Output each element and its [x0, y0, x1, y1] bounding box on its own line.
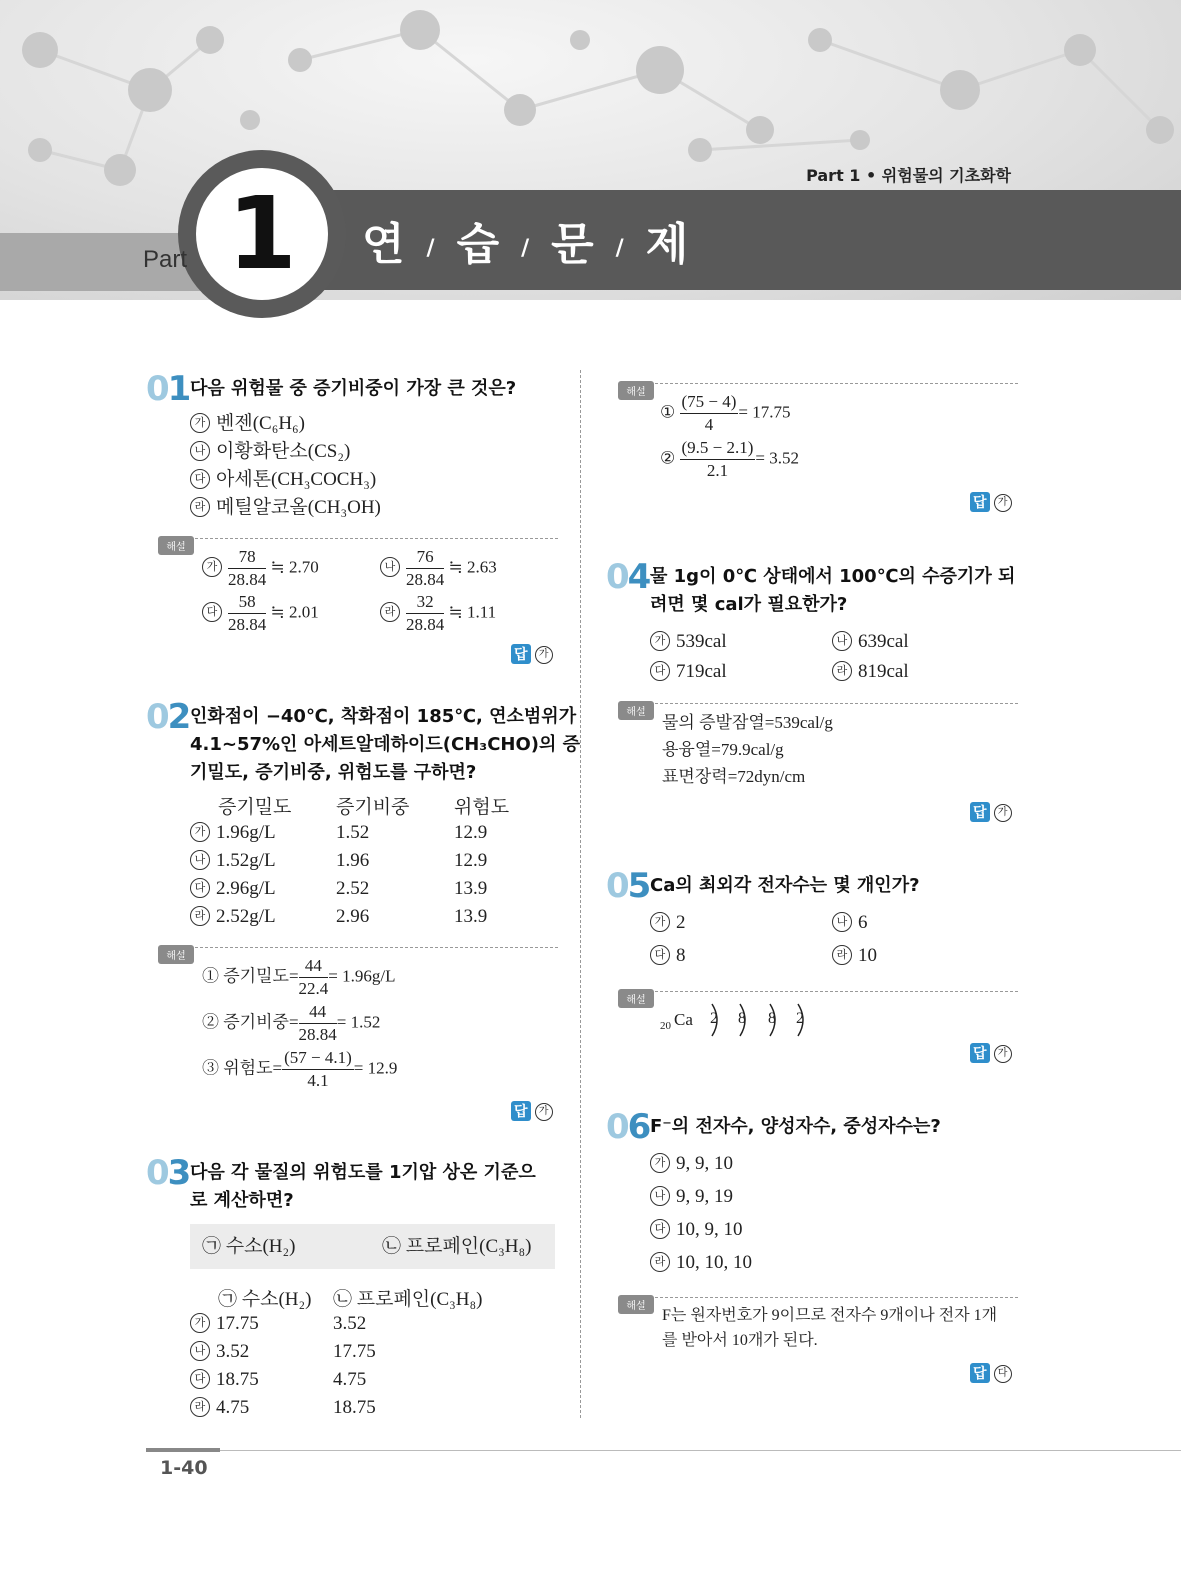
solution-tag: 해설	[158, 945, 194, 964]
solution-rule	[190, 947, 558, 948]
solution-rule	[190, 538, 558, 539]
denominator: 4	[704, 415, 714, 434]
solution-tag: 해설	[618, 1295, 654, 1314]
table-cell: 4.75	[333, 1369, 367, 1390]
option-mark: 나	[650, 1186, 670, 1206]
option[interactable]	[650, 1150, 733, 1178]
option[interactable]	[190, 494, 381, 522]
formula-label: ③ 위험도=	[202, 1058, 283, 1078]
option-row[interactable]	[190, 875, 276, 903]
option-mark: 가	[650, 912, 670, 932]
option-row[interactable]	[190, 903, 276, 931]
option-text: 819cal	[858, 661, 909, 682]
denominator: 28.84	[406, 615, 445, 634]
question-number-digit: 0	[606, 866, 628, 906]
answer	[970, 1363, 1012, 1383]
solution-line: 를 받아서 10개가 된다.	[662, 1332, 818, 1349]
formula-label: ① 증기밀도=	[202, 966, 299, 986]
fraction	[282, 1047, 354, 1092]
given-item: ㉡ 프로페인(C₃H₈)	[382, 1236, 532, 1257]
answer-label: 답	[970, 1043, 990, 1063]
option-text: 6	[858, 912, 868, 933]
given-box	[190, 1224, 555, 1269]
question-number-digit: 4	[627, 557, 650, 597]
option[interactable]	[190, 410, 305, 438]
title-char: 습	[456, 219, 500, 270]
numerator: (75 − 4)	[680, 391, 739, 414]
table-header: 위험도	[454, 797, 510, 818]
title-sep: /	[426, 236, 435, 261]
running-head: Part 1 • 위험물의 기초화학	[806, 166, 1011, 185]
option-row[interactable]	[190, 1366, 259, 1394]
footer-line	[146, 1450, 1181, 1451]
result: = 1.52	[336, 1012, 381, 1032]
part-number: 1	[227, 175, 297, 292]
shell-count: 2	[796, 1010, 804, 1027]
table-cell: 17.75	[333, 1341, 376, 1362]
fraction	[299, 1001, 337, 1046]
result: ≒ 2.01	[270, 602, 319, 622]
option[interactable]	[650, 1183, 733, 1211]
answer	[970, 492, 1012, 512]
option-text: 10, 9, 10	[676, 1219, 743, 1240]
question-number-text	[606, 557, 649, 597]
question-number-digit: 1	[167, 369, 190, 409]
option-row[interactable]	[190, 819, 276, 847]
table-cell: 2.96	[336, 906, 370, 927]
solution-formula	[202, 1001, 380, 1046]
solution-tag: 해설	[158, 536, 194, 555]
question-number-digit: 3	[167, 1153, 190, 1193]
question-text: 다음 위험물 중 증기비중이 가장 큰 것은?	[190, 378, 517, 399]
answer-mark: 가	[994, 1045, 1012, 1063]
option-mark: 나	[832, 631, 852, 651]
question-text-line: 다음 각 물질의 위험도를 1기압 상온 기준으	[190, 1162, 536, 1183]
part-word: Part	[143, 246, 188, 273]
question-number-digit: 5	[627, 866, 650, 906]
option-text: 이황화탄소(CS₂)	[216, 441, 351, 462]
question-text-line: 4.1∼57%인 아세트알데하이드(CH₃CHO)의 증	[190, 734, 581, 755]
result: ≒ 2.70	[270, 557, 319, 577]
solution-rule	[650, 1297, 1018, 1298]
option-mark: 가	[190, 1313, 210, 1333]
table-cell: 2.52g/L	[216, 906, 276, 927]
solution-mark: 라	[380, 602, 400, 622]
option[interactable]	[832, 909, 868, 937]
table-cell: 4.75	[216, 1397, 250, 1418]
option-mark: 다	[190, 1369, 210, 1389]
option-text: 벤젠(C₆H₆)	[216, 413, 306, 434]
option-mark: 가	[190, 822, 210, 842]
option-mark: 라	[190, 497, 210, 517]
fraction	[299, 955, 329, 1000]
option-mark: 나	[190, 1341, 210, 1361]
option-mark: 다	[650, 1219, 670, 1239]
table-cell: 13.9	[454, 906, 488, 927]
electron-shell-diagram	[660, 1000, 860, 1050]
fraction	[406, 546, 444, 591]
answer	[511, 1101, 553, 1121]
option-text: 10	[858, 945, 877, 966]
option[interactable]	[650, 942, 686, 970]
table-cell: 3.52	[216, 1341, 250, 1362]
option[interactable]	[650, 909, 686, 937]
table-cell: 17.75	[216, 1313, 259, 1334]
fraction	[680, 437, 756, 482]
shell-count: 8	[768, 1010, 776, 1027]
option[interactable]	[832, 942, 877, 970]
option-mark: 가	[650, 631, 670, 651]
option-text: 9, 9, 10	[676, 1153, 733, 1174]
answer-label: 답	[511, 1101, 531, 1121]
result: = 3.52	[755, 448, 800, 468]
denominator: 28.84	[298, 1025, 337, 1044]
question-number	[146, 1153, 190, 1193]
question-number	[606, 1107, 650, 1147]
option-mark: 라	[650, 1252, 670, 1272]
fraction	[406, 591, 444, 636]
question-number-digit: 0	[146, 1153, 168, 1193]
option[interactable]	[650, 658, 727, 686]
solution-line: 물의 증발잠열=539cal/g	[662, 713, 833, 732]
option-mark: 가	[650, 1153, 670, 1173]
title-char: 제	[645, 219, 689, 270]
result: ≒ 1.11	[448, 602, 497, 622]
option-mark: 라	[190, 906, 210, 926]
solution-mark: 나	[380, 557, 400, 577]
question-number-digit: 0	[146, 697, 168, 737]
solution-formula	[660, 391, 791, 436]
shell-count: 2	[710, 1010, 718, 1027]
answer	[970, 802, 1012, 822]
answer-mark: 가	[535, 646, 553, 664]
shell-count: 8	[738, 1010, 746, 1027]
solution-mark: 가	[202, 557, 222, 577]
question-text-line: 려면 몇 cal가 필요한가?	[650, 594, 848, 615]
solution-tag: 해설	[618, 989, 654, 1008]
answer-mark: 가	[535, 1103, 553, 1121]
solution-line: 용융열=79.9cal/g	[662, 740, 784, 759]
option-text: 539cal	[676, 631, 727, 652]
option-text: 719cal	[676, 661, 727, 682]
answer-label: 답	[970, 1363, 990, 1383]
solution-rule	[650, 383, 1018, 384]
title-char: 문	[551, 219, 594, 270]
table-cell: 13.9	[454, 878, 488, 899]
question-number	[606, 557, 650, 597]
title-char: 연	[362, 219, 405, 270]
fraction	[680, 391, 739, 436]
formula-label: ② 증기비중=	[202, 1012, 299, 1032]
answer	[970, 1043, 1012, 1063]
question-number	[606, 866, 650, 906]
answer-label: 답	[511, 644, 531, 664]
page-number: 1-40	[160, 1457, 208, 1479]
table-cell: 1.96g/L	[216, 822, 276, 843]
denominator: 2.1	[706, 461, 729, 480]
fraction	[228, 546, 266, 591]
table-cell: 1.52	[336, 822, 370, 843]
formula-label: ①	[660, 402, 676, 422]
solution-mark: 다	[202, 602, 222, 622]
option-mark: 나	[190, 850, 210, 870]
question-text: F⁻의 전자수, 양성자수, 중성자수는?	[650, 1116, 941, 1137]
question-number	[146, 697, 190, 737]
option[interactable]	[650, 628, 727, 656]
footer-mark	[146, 1448, 220, 1452]
table-cell: 1.52g/L	[216, 850, 276, 871]
numerator: 44	[299, 1001, 337, 1024]
option-text: 8	[676, 945, 686, 966]
question-text-line: 로 계산하면?	[190, 1190, 294, 1211]
option-row[interactable]	[190, 1338, 249, 1366]
answer-label: 답	[970, 802, 990, 822]
option-mark: 나	[832, 912, 852, 932]
numerator: 32	[406, 591, 444, 614]
question-text-line: 인화점이 −40℃, 착화점이 185℃, 연소범위가	[190, 706, 577, 727]
denominator: 28.84	[228, 570, 267, 589]
option-mark: 다	[650, 661, 670, 681]
option[interactable]	[190, 438, 350, 466]
question-number-text	[146, 1153, 189, 1193]
column-divider	[580, 370, 581, 1418]
title-sep: /	[521, 236, 530, 261]
table-cell: 12.9	[454, 850, 488, 871]
page-title	[362, 208, 688, 268]
solution-formula	[202, 546, 319, 591]
result: = 17.75	[738, 402, 791, 422]
atomic-number: 20	[660, 1020, 671, 1032]
result: ≒ 2.63	[448, 557, 497, 577]
numerator: (9.5 − 2.1)	[680, 437, 756, 460]
solution-rule	[650, 991, 1018, 992]
option-text: 10, 10, 10	[676, 1252, 752, 1273]
option-text: 639cal	[858, 631, 909, 652]
question-text: Ca의 최외각 전자수는 몇 개인가?	[650, 875, 920, 896]
numerator: 58	[228, 591, 266, 614]
solution-formula	[660, 437, 799, 482]
fraction	[228, 591, 266, 636]
question-number-text	[146, 697, 189, 737]
answer-mark: 다	[994, 1365, 1012, 1383]
option-text: 아세톤(CH₃COCH₃)	[216, 469, 377, 490]
option-mark: 가	[190, 413, 210, 433]
numerator: 78	[228, 546, 266, 569]
option-mark: 라	[832, 661, 852, 681]
solution-formula	[202, 591, 319, 636]
table-header: ㉠ 수소(H₂)	[218, 1289, 312, 1310]
result: = 12.9	[353, 1058, 398, 1078]
numerator: (57 − 4.1)	[282, 1047, 354, 1070]
option[interactable]	[650, 1216, 743, 1244]
table-cell: 2.96g/L	[216, 878, 276, 899]
option-mark: 다	[190, 469, 210, 489]
solution-line: 표면장력=72dyn/cm	[662, 767, 806, 786]
question-number-digit: 0	[606, 1107, 628, 1147]
table-cell: 18.75	[216, 1369, 259, 1390]
option-mark: 다	[190, 878, 210, 898]
table-cell: 3.52	[333, 1313, 367, 1334]
question-number	[146, 369, 190, 409]
question-text-line: 물 1g이 0℃ 상태에서 100℃의 수증기가 되	[650, 566, 1016, 587]
element-symbol: Ca	[674, 1010, 693, 1029]
option[interactable]	[832, 628, 909, 656]
denominator: 28.84	[406, 570, 445, 589]
option-row[interactable]	[190, 1310, 259, 1338]
answer-label: 답	[970, 492, 990, 512]
result: = 1.96g/L	[328, 966, 396, 986]
numerator: 76	[406, 546, 444, 569]
solution-tag: 해설	[618, 701, 654, 720]
question-text-line: 기밀도, 증기비중, 위험도를 구하면?	[190, 762, 477, 783]
numerator: 44	[299, 955, 329, 978]
table-cell: 2.52	[336, 878, 370, 899]
solution-formula	[202, 1047, 397, 1092]
solution-formula	[202, 955, 395, 1000]
option-mark: 다	[650, 945, 670, 965]
answer-mark: 가	[994, 804, 1012, 822]
answer	[511, 644, 553, 664]
solution-tag: 해설	[618, 381, 654, 400]
formula-label: ②	[660, 448, 676, 468]
option[interactable]	[832, 658, 909, 686]
denominator: 22.4	[298, 979, 329, 998]
option-text: 2	[676, 912, 686, 933]
denominator: 28.84	[228, 615, 267, 634]
option-mark: 라	[190, 1397, 210, 1417]
option-row[interactable]	[190, 1394, 249, 1422]
option-text: 9, 9, 19	[676, 1186, 733, 1207]
option-row[interactable]	[190, 847, 276, 875]
shell-arcs	[660, 1000, 860, 1050]
question-number-text	[146, 369, 189, 409]
question-number-digit: 0	[606, 557, 628, 597]
answer-mark: 가	[994, 494, 1012, 512]
option-mark: 나	[190, 441, 210, 461]
table-cell: 12.9	[454, 822, 488, 843]
question-number-digit: 2	[167, 697, 190, 737]
question-number-digit: 6	[627, 1107, 650, 1147]
option[interactable]	[650, 1249, 752, 1277]
option-text: 메틸알코올(CH₃OH)	[216, 497, 381, 518]
table-header: 증기비중	[336, 797, 410, 818]
table-cell: 18.75	[333, 1397, 376, 1418]
solution-line: F는 원자번호가 9이므로 전자수 9개이나 전자 1개	[662, 1307, 998, 1324]
table-header: ㉡ 프로페인(C₃H₈)	[333, 1289, 483, 1310]
option[interactable]	[190, 466, 376, 494]
question-number-digit: 0	[146, 369, 168, 409]
title-sep: /	[615, 236, 624, 261]
option-mark: 라	[832, 945, 852, 965]
question-number-text	[606, 866, 649, 906]
solution-formula	[380, 591, 496, 636]
given-item: ㉠ 수소(H₂)	[202, 1236, 296, 1257]
solution-rule	[650, 703, 1018, 704]
question-number-text	[606, 1107, 649, 1147]
table-cell: 1.96	[336, 850, 370, 871]
table-header: 증기밀도	[218, 797, 292, 818]
solution-formula	[380, 546, 497, 591]
denominator: 4.1	[307, 1071, 329, 1090]
